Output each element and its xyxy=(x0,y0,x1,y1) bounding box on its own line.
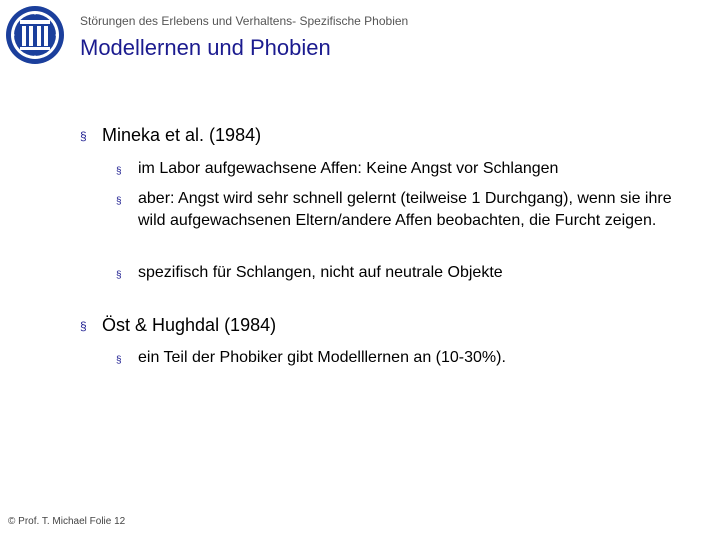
bullet-oest xyxy=(80,315,276,336)
sub-bullet-marker: § xyxy=(116,166,122,177)
bullet-marker: § xyxy=(80,129,87,143)
bullet-text: Mineka et al. (1984) xyxy=(102,125,262,145)
slide-subtitle: Störungen des Erlebens und Verhaltens- Spezifische Phobien xyxy=(80,14,409,28)
sub-bullet-angst xyxy=(116,188,701,232)
bullet-mineka xyxy=(80,125,261,146)
university-logo xyxy=(4,4,66,66)
sub-bullet-spezifisch xyxy=(116,262,701,287)
sub-bullet-labor xyxy=(116,158,701,183)
sub-bullet-text: spezifisch für Schlangen, nicht auf neutrale Objekte xyxy=(138,264,503,281)
slide-footer: © Prof. T. Michael Folie 12 xyxy=(8,516,126,527)
sub-bullet-modelllernen xyxy=(116,347,701,372)
sub-bullet-text: aber: Angst wird sehr schnell gelernt (teilweise 1 Durchgang), wenn sie ihre wild aufgewachsenen Eltern/andere Affen beobachten, die Furcht zeigen. xyxy=(138,190,672,229)
slide-title: Modellernen und Phobien xyxy=(80,35,331,60)
sub-bullet-text: im Labor aufgewachsene Affen: Keine Angst vor Schlangen xyxy=(138,160,559,177)
sub-bullet-marker: § xyxy=(116,355,122,366)
sub-bullet-marker: § xyxy=(116,196,122,207)
sub-bullet-marker: § xyxy=(116,270,122,281)
bullet-text: Öst & Hughdal (1984) xyxy=(102,315,277,335)
bullet-marker: § xyxy=(80,319,87,333)
sub-bullet-text: ein Teil der Phobiker gibt Modelllernen an (10-30%). xyxy=(138,349,506,366)
university-seal-icon xyxy=(4,4,66,66)
